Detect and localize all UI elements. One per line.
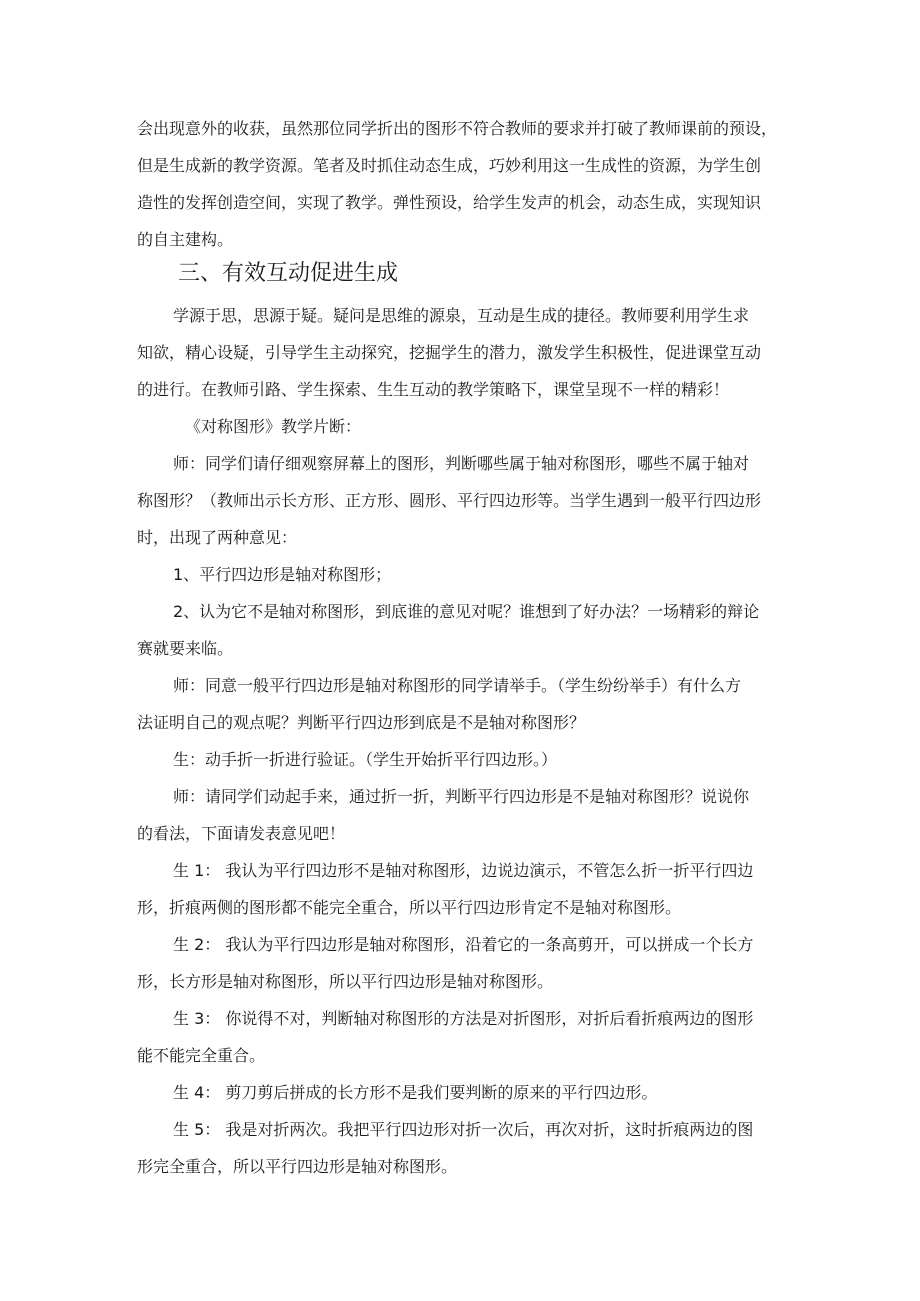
teacher-2-line-1: 师：同意一般平行四边形是轴对称图形的同学请举手。（学生纷纷举手）有什么方 — [173, 676, 742, 695]
student-1-line-2: 形，折痕两侧的图形都不能完全重合，所以平行四边形肯定不是轴对称图形。 — [137, 898, 682, 917]
student-5 — [137, 1111, 809, 1185]
student-5-line-1: 生 5： 我是对折两次。我把平行四边形对折一次后，再次对折，这时折痕两边的图 — [173, 1120, 754, 1139]
excerpt-title-line: 《对称图形》教学片断： — [185, 417, 362, 436]
teacher-3-line-1: 师：请同学们动起手来，通过折一折，判断平行四边形是不是轴对称图形？说说你 — [173, 787, 750, 806]
intro-line-2: 但是生成新的教学资源。笔者及时抓住动态生成，巧妙利用这一生成性的资源，为学生创 — [137, 156, 762, 175]
section-heading: 三、有效互动促进生成 — [178, 261, 399, 286]
student-3-line-2: 能不能完全重合。 — [137, 1046, 266, 1065]
student-3 — [137, 1000, 809, 1074]
teacher-1-line-2: 称图形？（教师出示长方形、正方形、圆形、平行四边形等。当学生遇到一般平行四边形 — [137, 491, 762, 510]
student-1-line-1: 生 1： 我认为平行四边形不是轴对称图形，边说边演示，不管怎么折一折平行四边 — [173, 861, 754, 880]
intro-line-1: 会出现意外的收获，虽然那位同学折出的图形不符合教师的要求并打破了教师课前的预设， — [137, 119, 778, 138]
body-1-line-1: 学源于思，思源于疑。疑问是思维的源泉，互动是生成的捷径。教师要利用学生求 — [173, 306, 750, 325]
teacher-1-line-3: 时，出现了两种意见： — [137, 528, 298, 547]
student-5-line-2: 形完全重合，所以平行四边形是轴对称图形。 — [137, 1157, 458, 1176]
teacher-prompt-2 — [137, 667, 809, 741]
teacher-1-line-1: 师：同学们请仔细观察屏幕上的图形，判断哪些属于轴对称图形，哪些不属于轴对 — [173, 454, 750, 473]
intro-paragraph — [137, 110, 809, 258]
student-3-line-1: 生 3： 你说得不对，判断轴对称图形的方法是对折图形，对折后看折痕两边的图形 — [173, 1009, 754, 1028]
teacher-2-line-2: 法证明自己的观点呢？判断平行四边形到底是不是轴对称图形？ — [137, 713, 586, 732]
student-response-line: 生：动手折一折进行验证。（学生开始折平行四边形。） — [173, 750, 558, 769]
teacher-prompt-1 — [137, 445, 809, 556]
intro-line-4: 的自主建构。 — [137, 230, 234, 249]
teacher-prompt-3 — [137, 778, 809, 852]
teacher-3-line-2: 的看法，下面请发表意见吧！ — [137, 824, 346, 843]
opinion-2-line-1: 2、认为它不是轴对称图形，到底谁的意见对呢？谁想到了好办法？一场精彩的辩论 — [173, 602, 760, 621]
opinion-2 — [137, 593, 809, 667]
opinion-2-line-2: 赛就要来临。 — [137, 639, 234, 658]
opinion-1 — [137, 556, 809, 593]
body-1-line-2: 知欲，精心设疑，引导学生主动探究，挖掘学生的潜力，激发学生积极性，促进课堂互动 — [137, 343, 762, 362]
intro-line-3: 造性的发挥创造空间，实现了教学。弹性预设，给学生发声的机会，动态生成，实现知识 — [137, 193, 762, 212]
excerpt-title — [137, 408, 809, 445]
student-2-line-2: 形，长方形是轴对称图形，所以平行四边形是轴对称图形。 — [137, 972, 554, 991]
student-2-line-1: 生 2： 我认为平行四边形是轴对称图形，沿着它的一条高剪开，可以拼成一个长方 — [173, 935, 754, 954]
body-1-line-3: 的进行。在教师引路、学生探索、生生互动的教学策略下，课堂呈现不一样的精彩！ — [137, 380, 730, 399]
body-paragraph-1 — [137, 297, 809, 408]
student-4-line: 生 4： 剪刀剪后拼成的长方形不是我们要判断的原来的平行四边形。 — [173, 1083, 658, 1102]
student-2 — [137, 926, 809, 1000]
student-4 — [137, 1074, 809, 1111]
student-1 — [137, 852, 809, 926]
student-response — [137, 741, 809, 778]
opinion-1-line: 1、平行四边形是轴对称图形； — [173, 565, 392, 584]
